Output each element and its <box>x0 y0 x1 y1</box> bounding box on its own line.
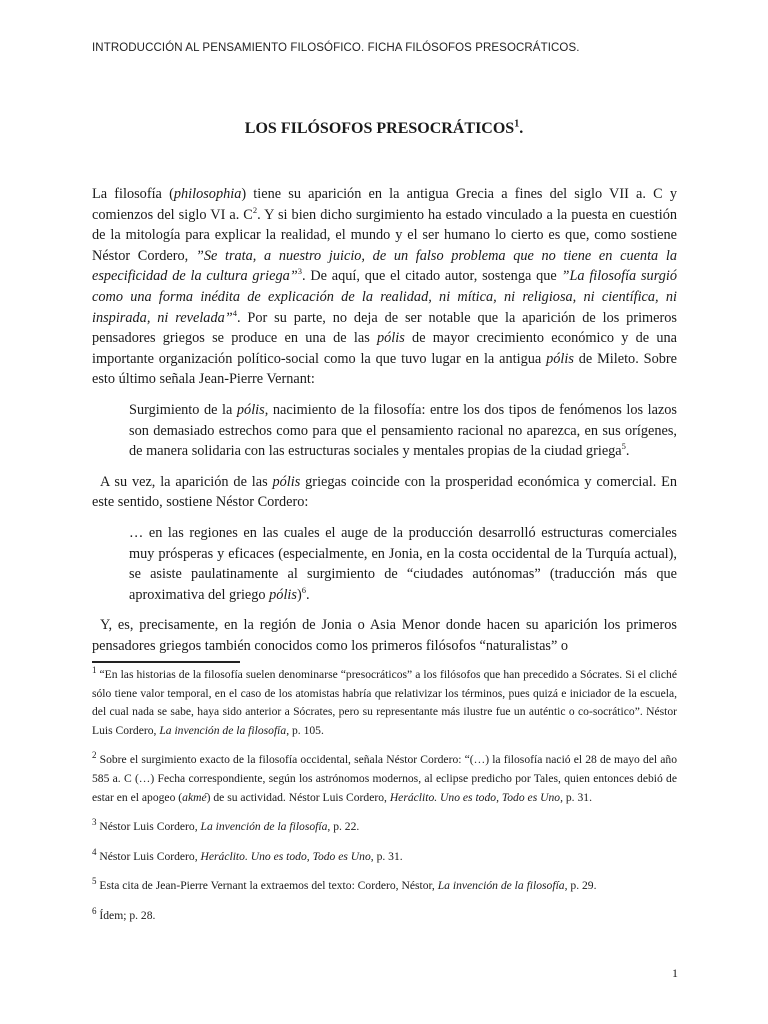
text: La filosofía ( <box>92 186 174 202</box>
italic-term: pólis <box>269 586 297 603</box>
italic-quote: ”Se trata, a nuestro juicio, de un falso problema que no tiene en cuenta la especificidad de la cultura griega” <box>92 247 677 285</box>
text: ) de su actividad. Néstor Luis Cordero, <box>206 790 390 804</box>
block-quote-2 <box>129 523 677 605</box>
footnote-number: 4 <box>92 846 97 857</box>
text: . Por su parte, no deja de ser notable que la aparición de los primeros pensadores griegos se produce en una de las <box>92 309 677 347</box>
text: A su vez, la aparición de las <box>100 473 273 490</box>
text: . <box>625 443 630 460</box>
footnote-number: 6 <box>92 906 97 917</box>
running-header: INTRODUCCIÓN AL PENSAMIENTO FILOSÓFICO. FICHA FILÓSOFOS PRESOCRÁTICOS. <box>92 42 580 54</box>
footnote-1 <box>92 666 677 740</box>
text: Néstor Luis Cordero, <box>96 849 201 863</box>
text: Sobre el surgimiento exacto de la filosofía occidental, señala Néstor Cordero: “(…) la filosofía nació el 28 de mayo del año 585 a. C (…) Fecha correspondiente, según los astrónomos modernos, al eclipse predicho por Tales, quien entonces debió de estar en el apogeo ( <box>92 753 677 804</box>
book-title: Heráclito. Uno es todo, Todo es Uno <box>200 849 371 863</box>
text: Esta cita de Jean-Pierre Vernant la extraemos del texto: Cordero, Néstor, <box>96 879 438 893</box>
footnote-2 <box>92 751 677 807</box>
italic-term: pólis <box>272 473 301 490</box>
footnote-number: 1 <box>92 665 97 676</box>
italic-quote: ”La filosofía surgió como una forma inédita de explicación de la realidad, ni mítica, ni religiosa, ni científica, ni inspirada, ni revelada” <box>92 268 677 326</box>
text: ) <box>296 586 302 603</box>
footnote-number: 2 <box>92 750 97 761</box>
book-title: La invención de la filosofía <box>159 723 287 737</box>
text: de Mileto. Sobre esto último señala Jean-Pierre Vernant: <box>92 350 677 388</box>
block-quote-1 <box>129 400 677 462</box>
text: , p. 31. <box>560 790 592 804</box>
text: . De aquí, que el citado autor, sostenga que <box>301 268 562 285</box>
title-footnote-ref[interactable]: 1 <box>514 118 520 130</box>
italic-term: akmé <box>182 790 207 804</box>
text: Néstor Luis Cordero, <box>96 820 201 834</box>
title-text: LOS FILÓSOFOS PRESOCRÁTICOS <box>244 120 515 137</box>
footnote-6 <box>92 907 677 926</box>
text: , p. 31. <box>370 849 403 863</box>
text: , nacimiento de la filosofía: entre los dos tipos de fenómenos los lazos son demasiado estrechos como para que el pensamiento racional no aparezca, en sus orígenes, de manera solidaria con las estructuras sociales y mentales propias de la ciudad griega <box>129 401 677 460</box>
page-number: 1 <box>672 966 678 980</box>
main-body <box>92 184 677 656</box>
footnote-3 <box>92 818 677 837</box>
book-title: Heráclito. Uno es todo, Todo es Uno <box>389 790 561 804</box>
footnote-ref[interactable]: 4 <box>232 307 237 318</box>
text: Ídem; p. 28. <box>96 908 156 922</box>
italic-term: pólis <box>546 350 574 367</box>
footnote-ref[interactable]: 6 <box>301 584 306 595</box>
footnote-5 <box>92 877 677 896</box>
text: , p. 22. <box>327 820 360 834</box>
italic-term: philosophia <box>173 186 242 202</box>
footnote-number: 3 <box>92 817 97 828</box>
book-title: La invención de la filosofía <box>437 879 565 893</box>
text: ) tiene su aparición en la antigua Grecia a fines del siglo VII a. C y comienzos del siglo VI a. C <box>92 186 677 223</box>
text: Surgimiento de la <box>129 401 237 418</box>
italic-term: pólis <box>377 330 405 347</box>
italic-term: pólis <box>236 401 265 418</box>
title-end: . <box>519 120 524 137</box>
text: Y, es, precisamente, en la región de Jonia o Asia Menor donde hacen su aparición los primeros pensadores griegos también conocidos como los primeros filósofos “naturalistas” o <box>92 617 677 654</box>
footnote-ref[interactable]: 2 <box>252 204 258 215</box>
footnotes <box>92 666 677 937</box>
text: de mayor crecimiento económico y de una importante organización político-social como la que tuvo lugar en la antigua <box>92 330 677 367</box>
paragraph-3 <box>92 615 677 656</box>
footnote-separator <box>92 661 240 663</box>
text: , p. 29. <box>564 879 597 893</box>
text: “En las historias de la filosofía suelen denominarse “presocráticos” a los filósofos que han precedido a Sócrates. Si el cliché sólo tiene valor temporal, en el caso de los atomistas habría que relativizar los términos, pues quizá e iniciador de la escuela, del cual nada se sabe, haya sido anterior a Sócrates, pero su representante más ilustre fue un auténtic o co-socrático”. Néstor Luis Cordero, <box>92 668 677 737</box>
footnote-ref[interactable]: 5 <box>621 441 626 452</box>
text: , p. 105. <box>286 723 324 737</box>
footnote-ref[interactable]: 3 <box>297 266 302 277</box>
book-title: La invención de la filosofía <box>200 820 328 834</box>
document-title <box>0 120 768 138</box>
text: . Y si bien dicho surgimiento ha estado vinculado a la puesta en cuestión de la mitología para explicar la realidad, el mundo y el ser humano lo cierto es que, como sostiene Néstor Cordero, <box>92 206 677 264</box>
footnote-4 <box>92 848 677 867</box>
paragraph-1 <box>92 184 677 390</box>
text: . <box>305 586 310 603</box>
footnote-number: 5 <box>92 876 97 887</box>
text: griegas coincide con la prosperidad económica y comercial. En este sentido, sostiene Néstor Cordero: <box>92 473 678 511</box>
text: … en las regiones en las cuales el auge de la producción desarrolló estructuras comerciales muy prósperas y eficaces (especialmente, en Jonia, en la costa occidental de la Turquía actual), se asiste paulatinamente al surgimiento de “ciudades autónomas” (traducción más que aproximativa del griego <box>129 524 677 603</box>
paragraph-2 <box>92 472 677 513</box>
